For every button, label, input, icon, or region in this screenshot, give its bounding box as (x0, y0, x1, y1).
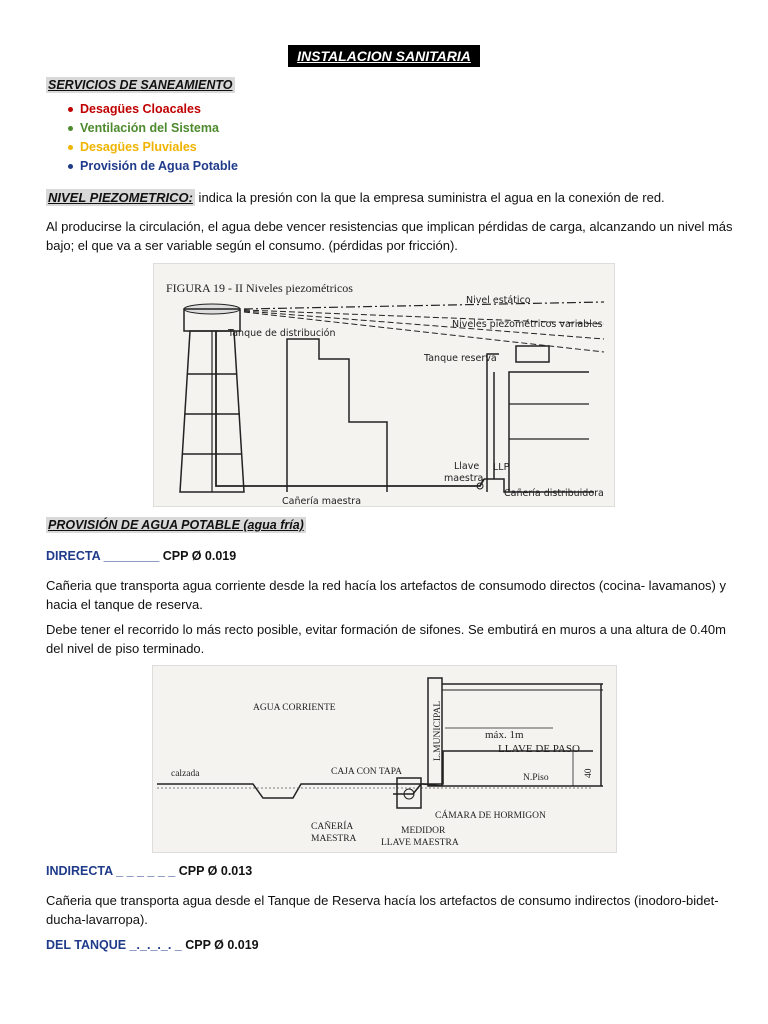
indirecta-label: INDIRECTA (46, 864, 113, 878)
bullet-icon (68, 126, 73, 131)
indirecta-spec: CPP Ø 0.013 (178, 864, 253, 878)
servicio-item (60, 100, 238, 119)
figure-1-drawing (154, 264, 614, 506)
label-tanque-distribucion: Tanque de distribución (228, 328, 336, 339)
servicios-list (60, 100, 238, 176)
provision-heading-text: PROVISIÓN DE AGUA POTABLE (agua fría) (48, 518, 304, 532)
servicio-label: Ventilación del Sistema (80, 121, 219, 135)
label-max: máx. 1m (485, 729, 524, 741)
directa-description: Cañeria que transporta agua corriente desde la red hacía los artefactos de consumodo directos (cocina- lavamanos) y hacia el tanque de reserva. (46, 578, 726, 612)
servicio-label: Provisión de Agua Potable (80, 159, 238, 173)
label-maestra: maestra (444, 473, 484, 484)
label-medidor: MEDIDOR (401, 826, 446, 836)
figure-niveles-piezometricos (153, 263, 615, 507)
servicio-item (60, 157, 238, 176)
document-title: INSTALACION SANITARIA (288, 45, 480, 67)
figure-agua-corriente (152, 665, 617, 853)
label-agua-corriente: AGUA CORRIENTE (253, 703, 336, 713)
label-llp: LLP (493, 462, 510, 473)
directa-spec: CPP Ø 0.019 (162, 549, 237, 563)
deltanque-spec: CPP Ø 0.019 (185, 938, 259, 952)
deltanque-label: DEL TANQUE (46, 938, 127, 952)
provision-heading (46, 518, 306, 532)
directa-description-2: Debe tener el recorrido lo más recto posible, evitar formación de sifones. Se embutirá en muros a una altura de 0.40m del nivel de piso terminado. (46, 622, 726, 656)
label-npiso: N.Piso (523, 773, 549, 783)
directa-line-sample: ________ (103, 549, 160, 563)
label-niveles-variables: Niveles piezométricos variables (452, 319, 603, 330)
label-cuarenta: 40 (584, 768, 594, 778)
circulacion-paragraph: Al producirse la circulación, el agua debe vencer resistencias que implican pérdidas de carga, alcanzando un nivel más bajo; el que va a ser variable según el consumo. (pérdidas por fricción). (46, 219, 733, 253)
label-calzada: calzada (171, 769, 200, 779)
directa-label: DIRECTA (46, 549, 101, 563)
label-nivel-estatico: Nivel estático (466, 295, 531, 306)
nivel-paragraph (46, 188, 736, 207)
label-caja: CAJA CON TAPA (331, 767, 403, 777)
bullet-icon (68, 145, 73, 150)
servicio-item (60, 119, 238, 138)
servicios-heading-text: SERVICIOS DE SANEAMIENTO (48, 78, 233, 92)
indirecta-description: Cañeria que transporta agua desde el Tanque de Reserva hacía los artefactos de consumo indirectos (inodoro-bidet-ducha-lavarropa). (46, 893, 719, 927)
bullet-icon (68, 164, 73, 169)
indirecta-line (46, 864, 252, 878)
bullet-icon (68, 107, 73, 112)
nivel-term: NIVEL PIEZOMETRICO: (48, 190, 193, 205)
nivel-definition: indica la presión con la que la empresa suministra el agua en la conexión de red. (194, 190, 665, 205)
label-caneria: CAÑERÍA (311, 822, 354, 832)
servicio-label: Desagües Cloacales (80, 102, 201, 116)
label-llave: Llave (454, 461, 480, 472)
figure-2-drawing (153, 666, 616, 852)
label-caneria-maestra: Cañería maestra (282, 496, 362, 506)
servicio-item (60, 138, 238, 157)
servicios-heading (46, 78, 235, 92)
servicio-label: Desagües Pluviales (80, 140, 197, 154)
deltanque-line-sample: _._._._. _ (129, 938, 182, 952)
deltanque-line (46, 938, 259, 952)
figure-1-title: FIGURA 19 - II Niveles piezométricos (166, 281, 353, 295)
label-llave-paso: LLAVE DE PASO (498, 743, 580, 755)
label-tanque-reserva: Tanque reserva (424, 353, 497, 364)
label-camara: CÁMARA DE HORMIGON (435, 811, 546, 821)
label-l-municipal: L.MUNICIPAL (433, 700, 443, 761)
label-caneria-distribuidora: Cañería distribuidora (504, 488, 604, 499)
label-caneria-maestra: MAESTRA (311, 834, 357, 844)
label-llave-maestra: LLAVE MAESTRA (381, 838, 459, 848)
directa-line (46, 549, 236, 563)
indirecta-line-sample: _ _ _ _ _ _ (116, 864, 176, 878)
